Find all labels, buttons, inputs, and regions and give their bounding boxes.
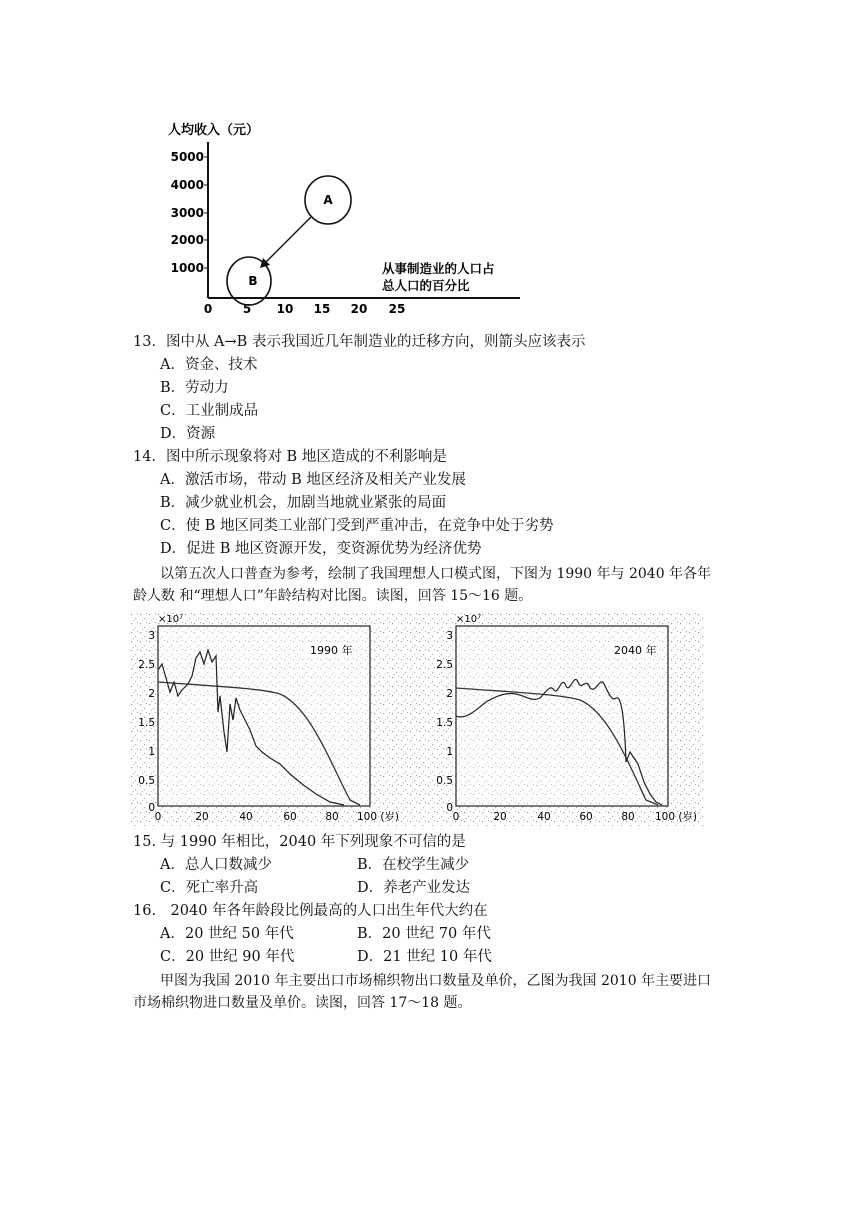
y-tick: 0 <box>148 802 155 814</box>
y-tick: 1.5 <box>436 717 453 729</box>
chart1-xlabel-line2: 总人口的百分比 <box>382 278 470 293</box>
y-tick: 0.5 <box>138 775 155 787</box>
y-tick: 1 <box>148 746 155 758</box>
q14-option-d[interactable]: D．促进 B 地区资源开发，变资源优势为经济优势 <box>160 541 482 557</box>
q13-option-b[interactable]: B．劳动力 <box>160 380 229 396</box>
chart1-ytick: 4000 <box>170 178 204 192</box>
x-tick: 20 <box>195 811 209 823</box>
chart1-ytick: 2000 <box>170 233 204 247</box>
chart1-ylabel: 人均收入（元） <box>168 123 260 138</box>
q16-option-b[interactable]: B．20 世纪 70 年代 <box>357 926 491 942</box>
y-tick: 1 <box>446 746 453 758</box>
q16-option-d[interactable]: D．21 世纪 10 年代 <box>357 949 492 965</box>
panel-2040-label: 2040 年 <box>614 644 657 657</box>
x-tick: 0 <box>154 811 162 823</box>
q15-option-c[interactable]: C．死亡率升高 <box>160 880 259 896</box>
x-tick: 100 (岁) <box>356 811 400 823</box>
population-age-chart <box>130 612 704 826</box>
chart1-xtick: 0 <box>203 302 213 316</box>
intro-17-18-line2: 市场棉织物进口数量及单价。读图，回答 17～18 题。 <box>133 995 472 1011</box>
q13-option-d[interactable]: D．资源 <box>160 426 216 442</box>
panel-1990 <box>138 614 399 823</box>
q14-option-b[interactable]: B．减少就业机会，加剧当地就业紧张的局面 <box>160 495 447 511</box>
intro-15-16-line2: 龄人数 和“理想人口”年龄结构对比图。读图，回答 15～16 题。 <box>133 588 533 604</box>
q14-option-c[interactable]: C．使 B 地区同类工业部门受到严重冲击，在竞争中处于劣势 <box>160 518 554 534</box>
chart1-ytick: 5000 <box>170 150 204 164</box>
q13-stem: 13．图中从 A→B 表示我国近几年制造业的迁移方向，则箭头应该表示 <box>133 334 586 350</box>
point-b-label: B <box>248 274 258 288</box>
q15-option-b[interactable]: B．在校学生减少 <box>357 857 470 873</box>
chart1-ytick: 3000 <box>170 206 204 220</box>
x-tick: 40 <box>537 811 551 823</box>
q16-option-a[interactable]: A．20 世纪 50 年代 <box>160 926 294 942</box>
chart1-xtick: 25 <box>388 302 406 316</box>
chart1-xlabel-line1: 从事制造业的人口占 <box>382 261 495 276</box>
x-tick: 60 <box>579 811 593 823</box>
chart1-xtick: 15 <box>313 302 331 316</box>
income-manufacturing-chart <box>160 118 540 323</box>
y-tick: 0.5 <box>436 775 453 787</box>
panel-2040 <box>436 614 697 823</box>
q16-stem: 16. 2040 年各年龄段比例最高的人口出生年代大约在 <box>133 903 488 919</box>
y-tick: 0 <box>446 802 453 814</box>
panel-1990-yunit: ×10⁷ <box>158 614 184 625</box>
point-a-label: A <box>323 193 333 207</box>
panel-1990-label: 1990 年 <box>310 644 353 657</box>
y-tick: 3 <box>148 630 155 642</box>
q14-stem: 14．图中所示现象将对 B 地区造成的不利影响是 <box>133 449 447 465</box>
chart1-xtick: 10 <box>276 302 294 316</box>
chart1-xtick: 5 <box>242 302 252 316</box>
x-tick: 20 <box>493 811 507 823</box>
intro-15-16-line1: 以第五次人口普查为参考，绘制了我国理想人口模式图，下图为 1990 年与 2040 年各年 <box>160 566 712 582</box>
x-tick: 40 <box>239 811 253 823</box>
q15-stem: 15. 与 1990 年相比，2040 年下列现象不可信的是 <box>133 834 466 850</box>
q15-option-d[interactable]: D．养老产业发达 <box>357 880 471 896</box>
q13-option-a[interactable]: A．资金、技术 <box>160 357 258 373</box>
q14-option-a[interactable]: A．激活市场，带动 B 地区经济及相关产业发展 <box>160 472 466 488</box>
y-tick: 2 <box>446 688 453 700</box>
y-tick: 3 <box>446 630 453 642</box>
q16-option-c[interactable]: C．20 世纪 90 年代 <box>160 949 295 965</box>
y-tick: 1.5 <box>138 717 155 729</box>
x-tick: 0 <box>452 811 460 823</box>
q13-option-c[interactable]: C．工业制成品 <box>160 403 259 419</box>
arrow-a-to-b <box>264 216 312 264</box>
y-tick: 2 <box>148 688 155 700</box>
panel-2040-yunit: ×10⁷ <box>456 614 482 625</box>
intro-17-18-line1: 甲图为我国 2010 年主要出口市场棉织物出口数量及单价，乙图为我国 2010 年主要进口 <box>160 973 712 989</box>
y-tick: 2.5 <box>436 659 453 671</box>
x-tick: 60 <box>283 811 297 823</box>
x-tick: 80 <box>325 811 339 823</box>
y-tick: 2.5 <box>138 659 155 671</box>
q15-option-a[interactable]: A．总人口数减少 <box>160 857 272 873</box>
chart1-ytick: 1000 <box>170 261 204 275</box>
chart1-xtick: 20 <box>350 302 368 316</box>
x-tick: 100 (岁) <box>654 811 698 823</box>
x-tick: 80 <box>621 811 635 823</box>
